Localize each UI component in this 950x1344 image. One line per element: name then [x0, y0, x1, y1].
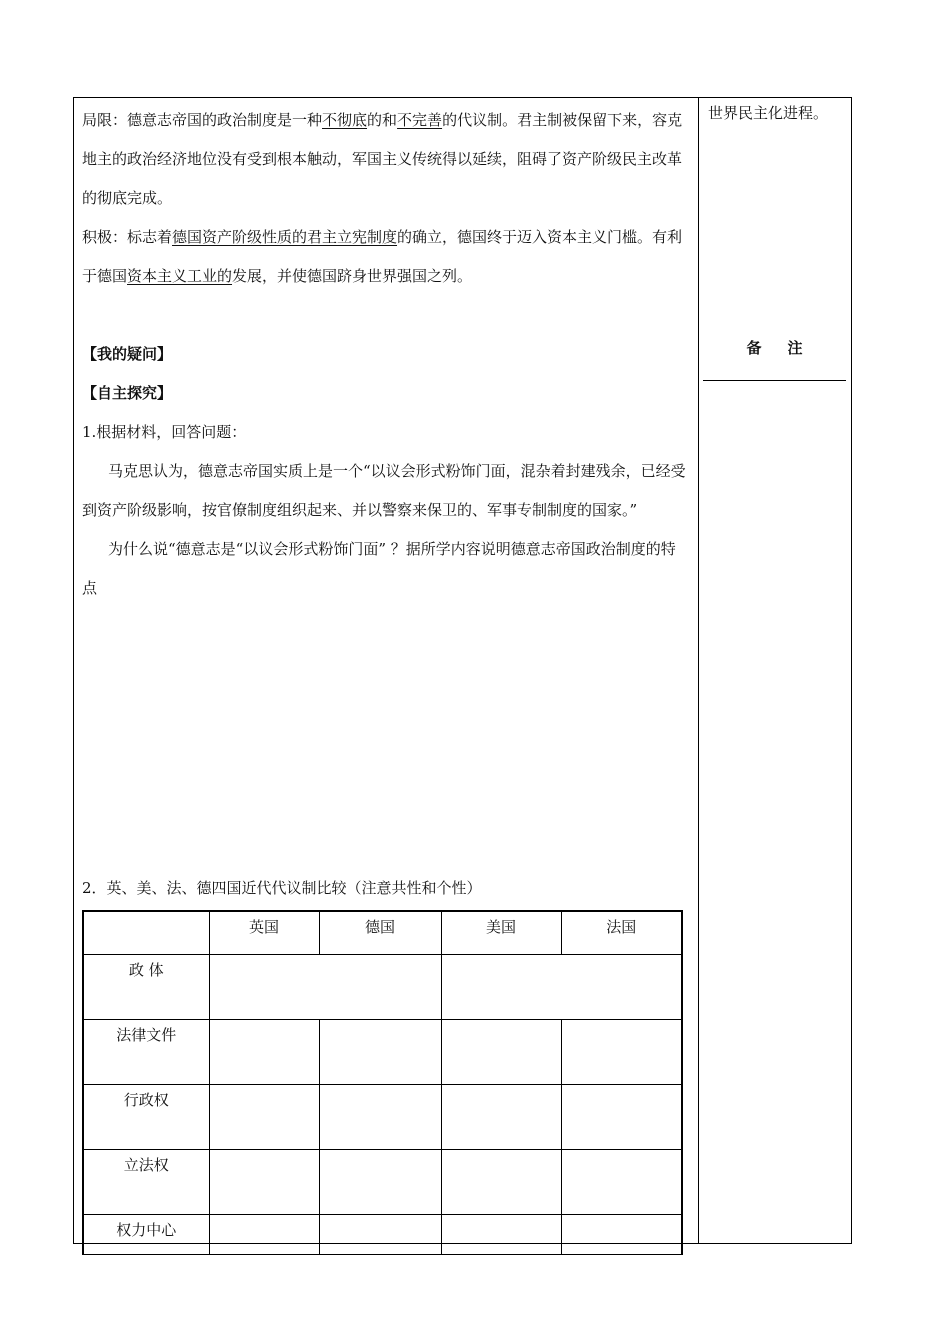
- notes-underline: [703, 380, 846, 381]
- table-cell: [561, 1085, 682, 1150]
- underlined-term: 德国资产阶级性质的君主立宪制度: [172, 228, 398, 246]
- table-cell: [441, 1150, 561, 1215]
- row-header: 政 体: [83, 955, 209, 1020]
- row-header: 行政权: [83, 1085, 209, 1150]
- row-header: 法律文件: [83, 1020, 209, 1085]
- main-column: [82, 101, 690, 608]
- table-cell: [441, 955, 682, 1020]
- question1-prompt: 为什么说“德意志是“以议会形式粉饰门面” ？据所学内容说明德意志帝国政治制度的特点: [82, 540, 676, 597]
- table-cell: [561, 1150, 682, 1215]
- question2-title: 2．英、美、法、德四国近代代议制比较（注意共性和个性）: [82, 879, 482, 897]
- column-header-france: 法国: [561, 911, 682, 955]
- table-cell: [209, 1150, 319, 1215]
- table-cell: [209, 1020, 319, 1085]
- self-inquiry-heading: 【自主探究】: [82, 384, 173, 402]
- underlined-term: 不完善: [397, 111, 443, 129]
- table-corner-cell: [83, 911, 209, 955]
- table-cell: [441, 1215, 561, 1255]
- table-cell: [209, 1215, 319, 1255]
- table-row: [83, 955, 682, 1020]
- table-row: [83, 1085, 682, 1150]
- table-cell: [441, 1020, 561, 1085]
- table-cell: [319, 1215, 441, 1255]
- row-header: 立法权: [83, 1150, 209, 1215]
- column-header-usa: 美国: [441, 911, 561, 955]
- table-cell: [561, 1215, 682, 1255]
- question1-title: 1.根据材料，回答问题：: [82, 423, 247, 441]
- table-row: [83, 1150, 682, 1215]
- positive-paragraph: 积极：标志着德国资产阶级性质的君主立宪制度的确立，德国终于迈入资本主义门槛。有利于德国资本主义工业的发展，并使德国跻身世界强国之列。: [82, 228, 683, 285]
- underlined-term: 不彻底: [322, 111, 368, 129]
- table-cell: [561, 1020, 682, 1085]
- limitations-paragraph: 局限：德意志帝国的政治制度是一种不彻底的和不完善的代议制。君主制被保留下来，容克地主的政治经济地位没有受到根本触动，军国主义传统得以延续，阻碍了资产阶级民主改革的彻底完成。: [82, 111, 683, 207]
- table-cell: [209, 1085, 319, 1150]
- table-row: [83, 1215, 682, 1255]
- notes-label: 备注: [746, 339, 829, 357]
- table-cell: [319, 1085, 441, 1150]
- column-header-uk: 英国: [209, 911, 319, 955]
- table-cell: [319, 1150, 441, 1215]
- question1-quote: 马克思认为，德意志帝国实质上是一个“以议会形式粉饰门面，混杂着封建残余，已经受到资产阶级影响，按官僚制度组织起来、并以警察来保卫的、军事专制制度的国家。”: [82, 462, 686, 519]
- table-row: [83, 1020, 682, 1085]
- table-cell: [209, 955, 441, 1020]
- column-divider: [698, 97, 699, 1244]
- my-questions-heading: 【我的疑问】: [82, 345, 173, 363]
- row-header: 权力中心: [83, 1215, 209, 1255]
- underlined-term: 资本主义工业的: [127, 267, 233, 285]
- table-cell: [319, 1020, 441, 1085]
- table-cell: [441, 1085, 561, 1150]
- column-header-germany: 德国: [319, 911, 441, 955]
- comparison-table: [82, 910, 683, 1255]
- blank-line: [82, 296, 690, 335]
- table-header-row: [83, 911, 682, 955]
- sidebar-text: 世界民主化进程。: [708, 104, 829, 122]
